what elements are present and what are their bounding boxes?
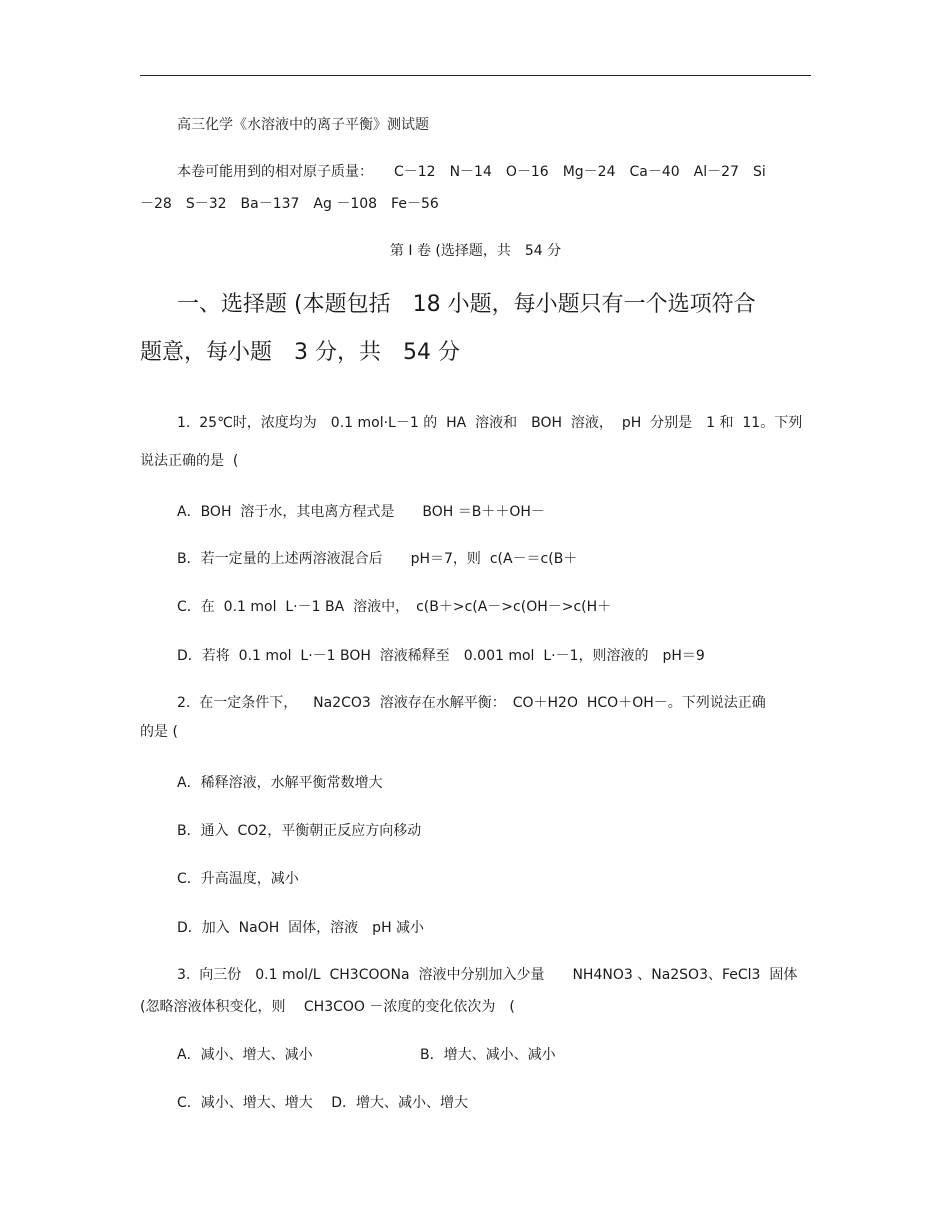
- q3-option-c-d: C．减小、增大、增大 D．增大、减小、增大: [177, 1095, 469, 1111]
- section-heading-line-1: 一、选择题 (本题包括 18 小题，每小题只有一个选项符合: [177, 292, 756, 317]
- q3-stem-line-2: (忽略溶液体积变化，则 CH3COO －浓度的变化依次为 (: [140, 999, 515, 1015]
- q1-option-a: A．BOH 溶于水，其电离方程式是 BOH ＝B＋＋OH－: [177, 504, 545, 520]
- q1-stem-line-1: 1. 25℃时，浓度均为 0.1 mol·L－1 的 HA 溶液和 BOH 溶液， pH 分别是 1 和 11。下列: [177, 415, 803, 431]
- section-heading-line-2: 题意，每小题 3 分，共 54 分: [140, 340, 460, 365]
- q2-option-a: A．稀释溶液，水解平衡常数增大: [177, 775, 383, 791]
- q1-option-d: D．若将 0.1 mol L·－1 BOH 溶液稀释至 0.001 mol L·－1，则溶液的 pH＝9: [177, 648, 705, 664]
- q2-option-b: B．通入 CO2，平衡朝正反应方向移动: [177, 823, 422, 839]
- part-heading: 第 I 卷 (选择题，共 54 分: [389, 243, 562, 259]
- q2-stem-line-1: 2. 在一定条件下， Na2CO3 溶液存在水解平衡： CO＋H2O HCO＋OH－。下列说法正确: [177, 695, 766, 711]
- atomic-mass-line-1: 本卷可能用到的相对原子质量： C－12 N－14 O－16 Mg－24 Ca－40 Al－27 Si: [177, 164, 766, 180]
- document-title: 高三化学《水溶液中的离子平衡》测试题: [177, 117, 429, 133]
- header-rule: [140, 75, 811, 76]
- q2-option-c: C．升高温度，减小: [177, 871, 299, 887]
- q3-option-a: A．减小、增大、减小: [177, 1047, 313, 1063]
- q2-option-d: D．加入 NaOH 固体，溶液 pH 减小: [177, 920, 425, 936]
- q1-stem-line-2: 说法正确的是 (: [140, 453, 239, 469]
- q1-option-c: C．在 0.1 mol L·－1 BA 溶液中， c(B＋>c(A－>c(OH－>c(H＋: [177, 599, 612, 615]
- q2-stem-line-2: 的是 (: [140, 724, 178, 740]
- q3-option-b: B．增大、减小、减小: [420, 1047, 556, 1063]
- atomic-mass-line-2: －28 S－32 Ba－137 Ag －108 Fe－56: [140, 196, 439, 212]
- q3-stem-line-1: 3. 向三份 0.1 mol/L CH3COONa 溶液中分别加入少量 NH4NO3 、Na2SO3、FeCl3 固体: [177, 967, 798, 983]
- q1-option-b: B．若一定量的上述两溶液混合后 pH＝7，则 c(A－＝c(B＋: [177, 551, 578, 567]
